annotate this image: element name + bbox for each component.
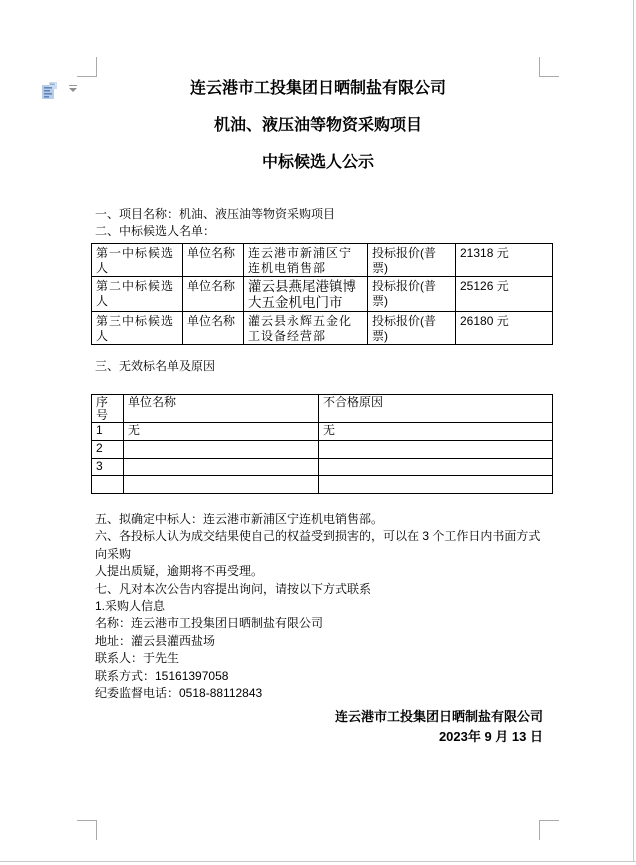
reason-cell <box>319 440 553 458</box>
title-line-announcement: 中标候选人公示 <box>261 154 374 171</box>
seq-cell: 1 <box>92 423 124 441</box>
price-label-cell: 投标报价(普票) <box>368 312 456 345</box>
crop-mark-bottom-right <box>539 820 559 840</box>
table-row <box>92 458 553 476</box>
body-line: 名称：连云港市工投集团日晒制盐有限公司 <box>95 616 324 631</box>
crop-mark-bottom-left <box>77 820 97 840</box>
body-text <box>95 511 545 702</box>
section-2-candidate-list: 二、中标候选人名单： <box>95 224 216 239</box>
signature-block <box>95 707 551 747</box>
section-intro <box>95 206 545 241</box>
table-row <box>92 244 553 277</box>
page-bottom-edge <box>0 861 636 862</box>
candidates-table <box>91 243 553 345</box>
price-label-cell: 投标报价(普票) <box>368 244 456 277</box>
body-line: 联系人：于先生 <box>95 651 180 666</box>
header-seq: 序号 <box>92 395 124 423</box>
rank-cell: 第二中标候选人 <box>92 277 183 312</box>
table-row <box>92 312 553 345</box>
body-line: 联系方式：15161397058 <box>95 668 229 683</box>
section-1-project-name: 一、项目名称：机油、液压油等物资采购项目 <box>95 207 336 221</box>
title-line-project: 机油、液压油等物资采购项目 <box>213 117 422 134</box>
document-title <box>0 70 636 181</box>
header-unit-name: 单位名称 <box>124 395 319 423</box>
section-3-invalid-bids-heading: 三、无效标名单及原因 <box>95 359 216 373</box>
unit-label-cell: 单位名称 <box>183 244 244 277</box>
table-row <box>92 476 553 494</box>
table-row <box>92 440 553 458</box>
unit-cell <box>124 458 319 476</box>
price-label-cell: 投标报价(普票) <box>368 277 456 312</box>
body-line: 地址：灌云县灌西盐场 <box>95 633 216 648</box>
table-header-row <box>92 395 553 423</box>
unit-cell <box>124 440 319 458</box>
body-line: 纪委监督电话：0518-88112843 <box>95 686 263 701</box>
price-cell: 21318 元 <box>456 244 553 277</box>
unit-cell: 无 <box>124 423 319 441</box>
company-cell: 灌云县永辉五金化工设备经营部 <box>244 312 368 345</box>
price-cell: 25126 元 <box>456 277 553 312</box>
rank-cell: 第一中标候选人 <box>92 244 183 277</box>
reason-cell <box>319 458 553 476</box>
unit-cell <box>124 476 319 494</box>
table-row <box>92 277 553 312</box>
signature-company: 连云港市工投集团日晒制盐有限公司 <box>334 709 543 724</box>
table-row <box>92 423 553 441</box>
header-reason: 不合格原因 <box>319 395 553 423</box>
price-cell: 26180 元 <box>456 312 553 345</box>
body-line: 人提出质疑，逾期将不再受理。 <box>95 564 264 579</box>
rank-cell: 第三中标候选人 <box>92 312 183 345</box>
body-line: 五、拟确定中标人：连云港市新浦区宁连机电销售部。 <box>95 512 384 526</box>
seq-cell: 3 <box>92 458 124 476</box>
unit-label-cell: 单位名称 <box>183 277 244 312</box>
unit-label-cell: 单位名称 <box>183 312 244 345</box>
invalid-bids-table <box>91 394 553 494</box>
page-right-edge <box>633 0 634 862</box>
company-cell: 连云港市新浦区宁连机电销售部 <box>244 244 368 277</box>
seq-cell <box>92 476 124 494</box>
body-line: 1.采购人信息 <box>95 599 166 614</box>
reason-cell <box>319 476 553 494</box>
body-line: 七、凡对本次公告内容提出询问，请按以下方式联系 <box>95 581 372 596</box>
seq-cell: 2 <box>92 440 124 458</box>
body-line: 六、各投标人认为成交结果使自己的权益受到损害的，可以在 3 个工作日内书面方式向采购 <box>95 529 541 561</box>
title-line-company: 连云港市工投集团日晒制盐有限公司 <box>189 80 446 97</box>
reason-cell: 无 <box>319 423 553 441</box>
signature-date: 2023年 9 月 13 日 <box>438 729 543 744</box>
company-cell: 灌云县燕尾港镇博大五金机电门市 <box>244 277 368 312</box>
